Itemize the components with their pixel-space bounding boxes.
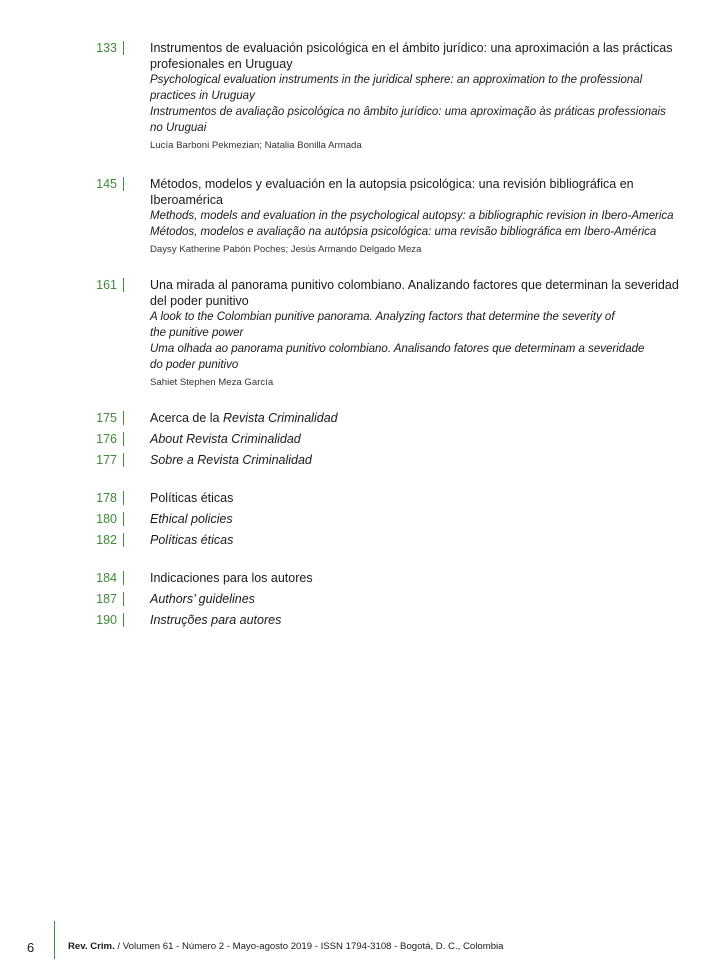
toc-page-number: 184	[96, 571, 117, 585]
article-title-english: Psychological evaluation instruments in the juridical sphere: an approximation to the professional practices in Uruguay	[150, 74, 643, 102]
article-title-spanish: Una mirada al panorama punitivo colombiano. Analizando factores que determinan la severidad del poder punitivo	[150, 278, 679, 308]
article-title-english: Methods, models and evaluation in the psychological autopsy: a bibliographic revision in Ibero-America	[150, 210, 674, 222]
article-title-spanish: Instrumentos de evaluación psicológica en el ámbito jurídico: una aproximación a las prácticas profesionales en Uruguay	[150, 41, 673, 71]
toc-page-number: 176	[96, 432, 117, 446]
section-title: About Revista Criminalidad	[150, 432, 301, 446]
article-title-spanish: Métodos, modelos y evaluación en la autopsia psicológica: una revisión bibliográfica en Iberoamérica	[150, 177, 634, 207]
toc-divider	[123, 41, 124, 55]
toc-page-number: 175	[96, 411, 117, 425]
toc-divider	[123, 177, 124, 191]
toc-divider	[123, 512, 124, 526]
toc-divider	[123, 278, 124, 292]
toc-divider	[123, 453, 124, 467]
toc-divider	[123, 533, 124, 547]
footer-divider	[54, 921, 55, 959]
toc-divider	[123, 491, 124, 505]
section-title: Indicaciones para los autores	[150, 571, 313, 585]
section-title: Políticas éticas	[150, 491, 234, 505]
article-title-portuguese: Métodos, modelos e avaliação na autópsia psicológica: uma revisão bibliográfica em Ibero-América	[150, 226, 657, 238]
section-title: Ethical policies	[150, 512, 233, 526]
toc-divider	[123, 571, 124, 585]
article-authors: Daysy Katherine Pabón Poches; Jesús Armando Delgado Meza	[150, 244, 422, 255]
section-title: Acerca de la Revista Criminalidad	[150, 411, 338, 425]
section-title: Authors’ guidelines	[150, 592, 255, 606]
toc-page-number: 133	[96, 41, 117, 55]
toc-page-number: 190	[96, 613, 117, 627]
toc-divider	[123, 613, 124, 627]
toc-page-number: 180	[96, 512, 117, 526]
toc-page-number: 182	[96, 533, 117, 547]
footer-issue-details: / Volumen 61 - Número 2 - Mayo-agosto 2019 - ISSN 1794-3108 - Bogotá, D. C., Colombia	[114, 941, 504, 952]
toc-page-number: 145	[96, 177, 117, 191]
section-title: Sobre a Revista Criminalidad	[150, 453, 312, 467]
section-title: Instruções para autores	[150, 613, 282, 627]
article-title-english: A look to the Colombian punitive panorama. Analyzing factors that determine the severity of the punitive power	[150, 311, 615, 339]
toc-page-number: 187	[96, 592, 117, 606]
article-authors: Sahiet Stephen Meza García	[150, 377, 274, 388]
section-title: Políticas éticas	[150, 533, 234, 547]
footer-citation	[68, 941, 504, 952]
footer-page-number: 6	[27, 940, 35, 955]
toc-divider	[123, 432, 124, 446]
article-title-portuguese: Uma olhada ao panorama punitivo colombiano. Analisando fatores que determinam a severidade do poder punitivo	[150, 343, 645, 371]
toc-page-number: 177	[96, 453, 117, 467]
toc-divider	[123, 592, 124, 606]
toc-page-number: 161	[96, 278, 117, 292]
toc-divider	[123, 411, 124, 425]
article-title-portuguese: Instrumentos de avaliação psicológica no âmbito jurídico: uma aproximação às práticas professionais no Uruguai	[150, 106, 666, 134]
article-authors: Lucía Barboni Pekmezian; Natalia Bonilla Armada	[150, 140, 362, 151]
toc-page-number: 178	[96, 491, 117, 505]
footer-journal-abbrev: Rev. Crim.	[68, 941, 115, 952]
